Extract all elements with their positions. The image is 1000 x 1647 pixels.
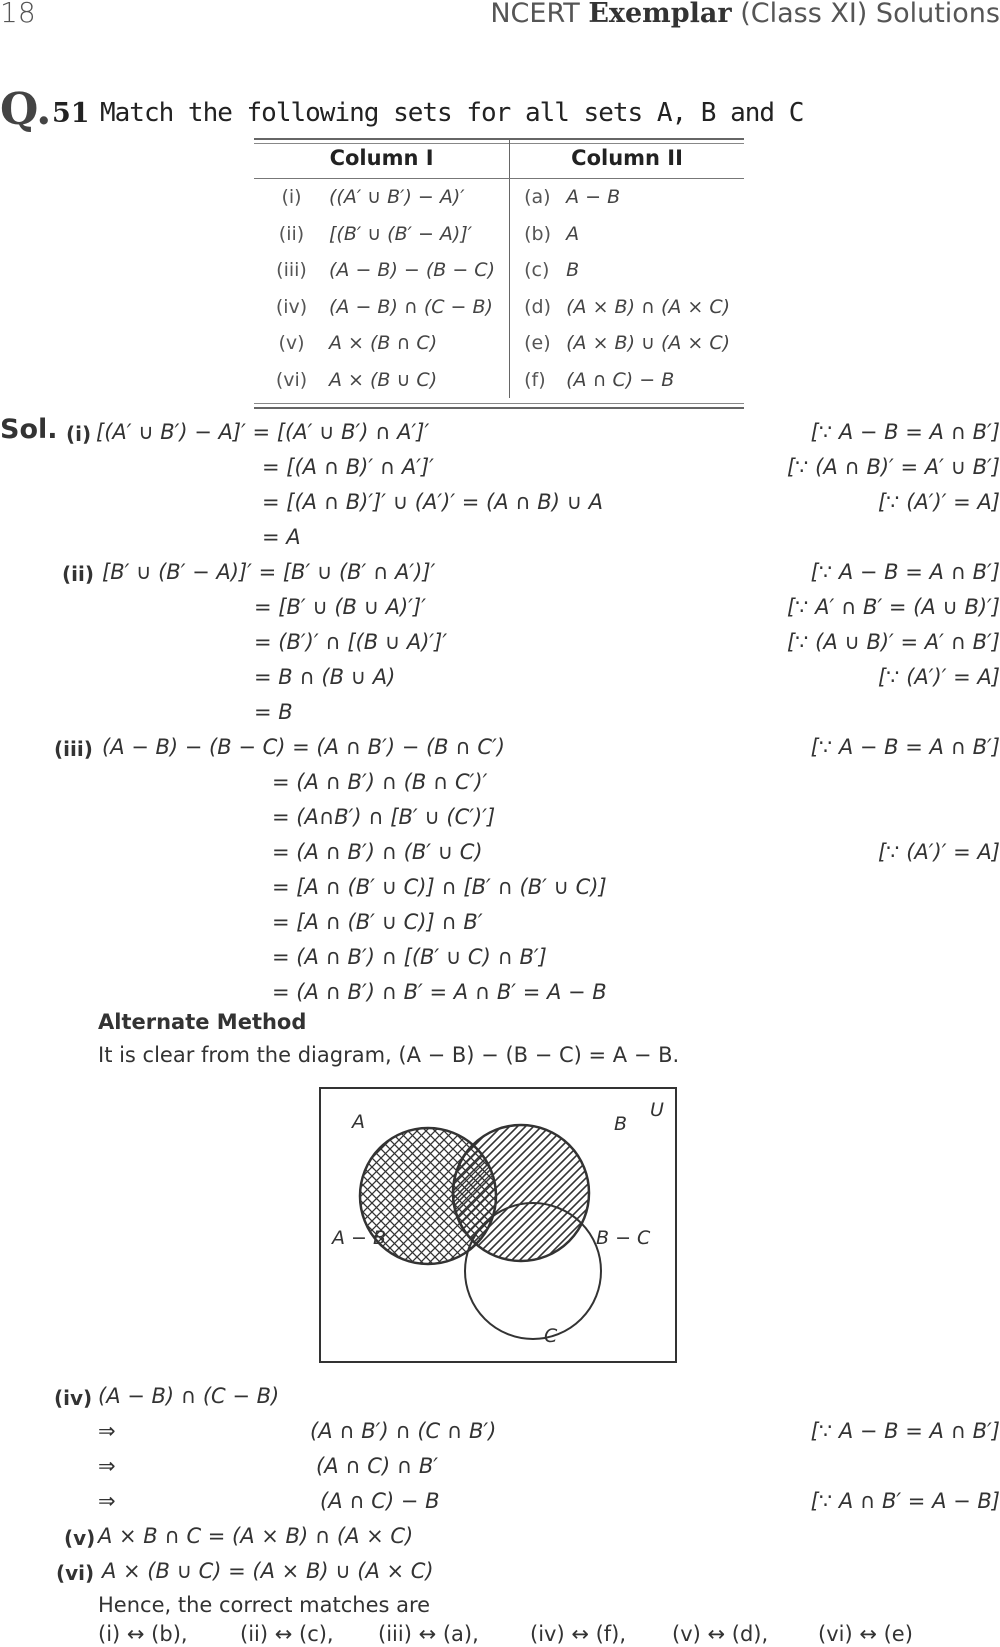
question-number: 51	[52, 98, 90, 129]
column-2-cell: B	[566, 259, 580, 282]
part-ii-label: (ii)	[62, 562, 94, 586]
header-prefix: NCERT	[490, 0, 580, 29]
match-item: (iii) ↔ (a),	[378, 1622, 479, 1646]
part-iv-line: (A ∩ B′) ∩ (C ∩ B′)	[310, 1419, 497, 1443]
question-text: Match the following sets for all sets A, B and C	[100, 98, 804, 128]
part-i-label: (i)	[66, 422, 92, 446]
part-iii-line: = (A∩B′) ∩ [B′ ∪ (C′)′]	[272, 805, 496, 829]
part-i-justification: [∵ A − B = A ∩ B′]	[810, 420, 1000, 444]
part-iii-line: (A − B) − (B − C) = (A ∩ B′) − (B ∩ C′)	[102, 735, 505, 759]
part-i-line: = [(A ∩ B)′]′ ∪ (A′)′ = (A ∩ B) ∪ A	[262, 490, 603, 514]
column-2-cell: A − B	[566, 186, 621, 209]
table-row	[254, 179, 744, 216]
label-b-minus-c: B − C	[596, 1227, 651, 1249]
column-1-cell: A × (B ∪ C)	[329, 362, 510, 399]
column-1-cell: (A − B) − (B − C)	[329, 252, 510, 289]
column-2-header: Column II	[510, 140, 744, 179]
part-iii-line: = (A ∩ B′) ∩ (B′ ∪ C)	[272, 840, 483, 864]
match-item: (ii) ↔ (c),	[240, 1622, 334, 1646]
label-a: A	[352, 1111, 365, 1133]
table-row	[254, 362, 744, 399]
header-suffix: (Class XI) Solutions	[740, 0, 1000, 29]
match-item: (i) ↔ (b),	[98, 1622, 188, 1646]
row-letter: (a)	[524, 186, 551, 209]
table-header-row	[254, 140, 744, 179]
part-iv-justification: [∵ A ∩ B′ = A − B]	[810, 1489, 1000, 1513]
match-table	[254, 140, 744, 398]
column-2-cell: (A × B) ∪ (A × C)	[566, 332, 731, 355]
part-iv-line: (A ∩ C) ∩ B′	[316, 1454, 439, 1478]
part-ii-justification: [∵ A − B = A ∩ B′]	[810, 560, 1000, 584]
label-u: U	[650, 1099, 664, 1121]
row-number: (ii)	[278, 222, 305, 245]
part-iv-label: (iv)	[54, 1386, 93, 1410]
label-c: C	[544, 1325, 558, 1347]
alternate-method-text: It is clear from the diagram, (A − B) − (B − C) = A − B.	[98, 1043, 680, 1067]
running-header	[490, 0, 1000, 29]
part-vi-line: A × (B ∪ C) = (A × B) ∪ (A × C)	[102, 1559, 434, 1583]
row-number: (iv)	[275, 295, 308, 318]
table-row	[254, 325, 744, 362]
implies-arrow: ⇒	[98, 1489, 116, 1513]
table-row	[254, 289, 744, 326]
part-iii-justification: [∵ A − B = A ∩ B′]	[810, 735, 1000, 759]
row-number: (vi)	[275, 368, 308, 391]
part-v-line: A × B ∩ C = (A × B) ∩ (A × C)	[98, 1524, 414, 1548]
part-i-line: = A	[262, 525, 301, 549]
row-letter: (d)	[524, 295, 552, 318]
part-ii-line: [B′ ∪ (B′ − A)]′ = [B′ ∪ (B′ ∩ A′)]′	[102, 560, 436, 584]
venn-diagram	[318, 1086, 678, 1364]
part-ii-line: = [B′ ∪ (B ∪ A)′]′	[254, 595, 426, 619]
column-2-cell: (A × B) ∩ (A × C)	[566, 295, 731, 318]
part-iii-line: = (A ∩ B′) ∩ [(B′ ∪ C) ∩ B′]	[272, 945, 547, 969]
match-item: (v) ↔ (d),	[672, 1622, 769, 1646]
part-iv-justification: [∵ A − B = A ∩ B′]	[810, 1419, 1000, 1443]
part-iii-line: = (A ∩ B′) ∩ B′ = A ∩ B′ = A − B	[272, 980, 607, 1004]
table-row	[254, 252, 744, 289]
part-i-line: = [(A ∩ B)′ ∩ A′]′	[262, 455, 434, 479]
row-number: (iii)	[276, 259, 307, 282]
row-number: (i)	[281, 186, 302, 209]
row-letter: (c)	[524, 259, 550, 282]
question-mark: Q.	[0, 84, 52, 135]
column-1-cell: ((A′ ∪ B′) − A)′	[329, 179, 510, 216]
label-a-minus-b: A − B	[332, 1227, 387, 1249]
part-iv-line: (A − B) ∩ (C − B)	[98, 1384, 280, 1408]
part-iii-label: (iii)	[54, 737, 93, 761]
column-1-header: Column I	[254, 140, 510, 179]
label-b: B	[614, 1113, 628, 1135]
column-2-cell: A	[566, 222, 580, 245]
part-iii-line: = [A ∩ (B′ ∪ C)] ∩ [B′ ∩ (B′ ∪ C)]	[272, 875, 607, 899]
implies-arrow: ⇒	[98, 1454, 116, 1478]
match-item: (vi) ↔ (e)	[818, 1622, 913, 1646]
table-row	[254, 216, 744, 253]
part-v-label: (v)	[64, 1526, 96, 1550]
part-iii-line: = (A ∩ B′) ∩ (B ∩ C′)′	[272, 770, 488, 794]
column-2-cell: (A ∩ C) − B	[566, 368, 675, 391]
part-ii-line: = B	[254, 700, 293, 724]
alternate-method-heading: Alternate Method	[98, 1010, 307, 1034]
page-number: 18	[0, 0, 36, 29]
part-iii-justification: [∵ (A′)′ = A]	[877, 840, 1000, 864]
row-letter: (f)	[524, 368, 546, 391]
part-ii-line: = B ∩ (B ∪ A)	[254, 665, 396, 689]
part-vi-label: (vi)	[56, 1561, 95, 1585]
part-ii-justification: [∵ (A ∪ B)′ = A′ ∩ B′]	[786, 630, 1000, 654]
part-ii-justification: [∵ (A′)′ = A]	[877, 665, 1000, 689]
solution-label: Sol.	[0, 414, 58, 445]
part-iv-line: (A ∩ C) − B	[320, 1489, 440, 1513]
match-item: (iv) ↔ (f),	[530, 1622, 627, 1646]
header-bold: Exemplar	[588, 0, 732, 29]
part-i-justification: [∵ (A ∩ B)′ = A′ ∪ B′]	[786, 455, 1000, 479]
column-1-cell: (A − B) ∩ (C − B)	[329, 289, 510, 326]
row-number: (v)	[278, 332, 305, 355]
part-ii-justification: [∵ A′ ∩ B′ = (A ∪ B)′]	[786, 595, 1000, 619]
part-iii-line: = [A ∩ (B′ ∪ C)] ∩ B′	[272, 910, 483, 934]
row-letter: (e)	[524, 332, 551, 355]
row-letter: (b)	[524, 222, 552, 245]
part-i-justification: [∵ (A′)′ = A]	[877, 490, 1000, 514]
part-ii-line: = (B′)′ ∩ [(B ∪ A)′]′	[254, 630, 448, 654]
column-1-cell: [(B′ ∪ (B′ − A)]′	[329, 216, 510, 253]
part-i-line: [(A′ ∪ B′) − A]′ = [(A′ ∪ B′) ∩ A′]′	[96, 420, 430, 444]
table-bottom-rule	[254, 403, 744, 409]
implies-arrow: ⇒	[98, 1419, 116, 1443]
column-1-cell: A × (B ∩ C)	[329, 325, 510, 362]
conclusion-text: Hence, the correct matches are	[98, 1593, 431, 1617]
